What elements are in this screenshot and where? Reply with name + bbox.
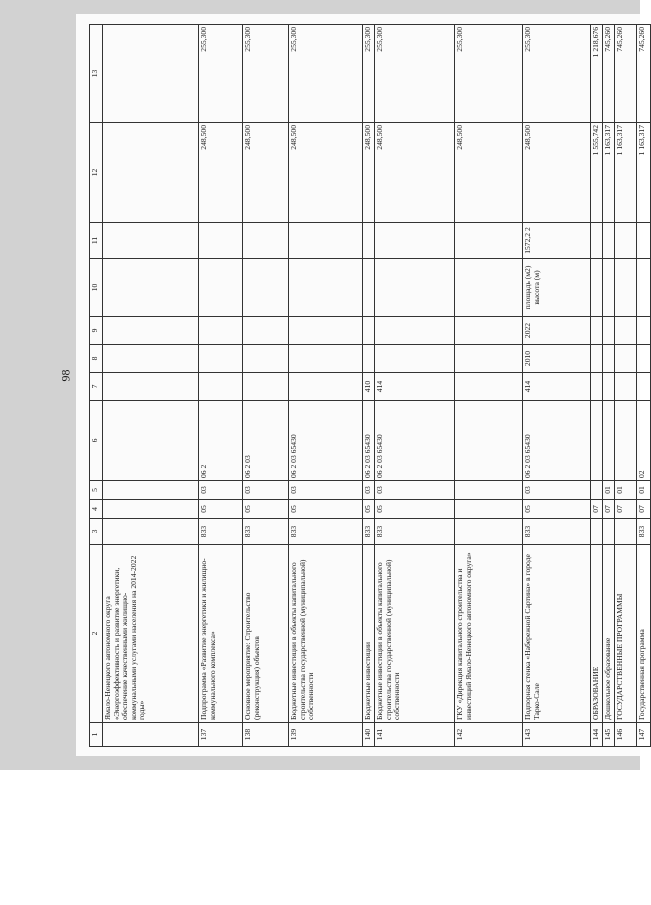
table-cell: 144 (591, 723, 603, 747)
table-cell: 137 (199, 723, 243, 747)
table-cell: ОБРАЗОВАНИЕ (591, 545, 603, 723)
table-cell (637, 373, 651, 401)
table-cell (199, 317, 243, 345)
table-cell (637, 317, 651, 345)
table-cell: 02 (637, 401, 651, 481)
table-cell: 146 (615, 723, 637, 747)
table-cell: площадь (м2) высота (м) (523, 259, 591, 317)
table-cell: 745,260 (603, 25, 615, 123)
table-cell (103, 500, 199, 519)
table-cell: 1572,2 2 (523, 223, 591, 259)
table-cell: 255,300 (375, 25, 455, 123)
table-row (615, 25, 637, 747)
table-cell: 05 (363, 500, 375, 519)
table-cell (199, 373, 243, 401)
table-cell (363, 317, 375, 345)
table-cell: 1 163,317 (637, 123, 651, 223)
table-cell (455, 500, 523, 519)
table-cell (615, 401, 637, 481)
table-cell: Ямало-Ненецкого автономного округа «Энергоэффективность и развитие энергетики, обеспечение качественными жилищно-коммунальными услугами населения на 2014-2022 годы» (103, 545, 199, 723)
table-cell (103, 259, 199, 317)
table-cell: 833 (637, 519, 651, 545)
table-cell: 255,300 (523, 25, 591, 123)
table-cell: 143 (523, 723, 591, 747)
table-cell: 833 (375, 519, 455, 545)
table-cell: 01 (603, 481, 615, 500)
table-cell: 255,300 (455, 25, 523, 123)
header-cell: 3 (90, 519, 103, 545)
table-cell (243, 317, 289, 345)
table-row (289, 25, 363, 747)
table-cell (591, 401, 603, 481)
table-cell: Дошкольное образование (603, 545, 615, 723)
table-cell: 248,500 (243, 123, 289, 223)
table-cell: 01 (637, 481, 651, 500)
table-cell: 833 (363, 519, 375, 545)
table-cell (103, 481, 199, 500)
table-cell: 06 2 03 65430 (523, 401, 591, 481)
budget-table (89, 24, 651, 747)
table-cell: 141 (375, 723, 455, 747)
header-cell: 13 (90, 25, 103, 123)
header-cell: 2 (90, 545, 103, 723)
table-cell: 05 (199, 500, 243, 519)
table-cell (603, 519, 615, 545)
table-cell (289, 345, 363, 373)
table-cell (103, 373, 199, 401)
table-cell: Подпрограмма «Развитие энергетики и жилищно-коммунального комплекса» (199, 545, 243, 723)
table-cell: 833 (523, 519, 591, 545)
header-cell: 11 (90, 223, 103, 259)
table-cell: 145 (603, 723, 615, 747)
table-cell (615, 317, 637, 345)
table-cell: 07 (603, 500, 615, 519)
table-cell (103, 123, 199, 223)
table-cell (455, 223, 523, 259)
header-cell: 4 (90, 500, 103, 519)
table-cell (591, 481, 603, 500)
table-cell: 03 (363, 481, 375, 500)
table-cell (199, 345, 243, 373)
table-cell: 142 (455, 723, 523, 747)
table-cell (455, 481, 523, 500)
table-cell: 248,500 (199, 123, 243, 223)
table-cell: 07 (615, 500, 637, 519)
table-cell: 06 2 03 65430 (363, 401, 375, 481)
table-cell: Подпорная стенка «Набережной Сартина» в городе Тарко-Сале (523, 545, 591, 723)
table-cell: 06 2 03 (243, 401, 289, 481)
table-cell: 255,300 (243, 25, 289, 123)
table-cell (199, 259, 243, 317)
table-cell (199, 223, 243, 259)
table-cell: 03 (243, 481, 289, 500)
header-cell: 12 (90, 123, 103, 223)
table-cell (103, 723, 199, 747)
header-cell: 8 (90, 345, 103, 373)
table-row (243, 25, 289, 747)
table-cell: 1 218,676 (591, 25, 603, 123)
table-cell (455, 259, 523, 317)
table-cell (591, 223, 603, 259)
table-cell: Бюджетные инвестиции (363, 545, 375, 723)
table-cell: 147 (637, 723, 651, 747)
table-row (603, 25, 615, 747)
header-cell: 10 (90, 259, 103, 317)
table-cell (103, 25, 199, 123)
table-row (363, 25, 375, 747)
table-cell: 833 (199, 519, 243, 545)
table-cell: 139 (289, 723, 363, 747)
table-row (591, 25, 603, 747)
table-cell: 745,260 (615, 25, 637, 123)
table-cell: 248,500 (523, 123, 591, 223)
table-cell: 833 (243, 519, 289, 545)
table-cell: 06 2 03 65430 (289, 401, 363, 481)
table-cell (603, 223, 615, 259)
table-cell (637, 223, 651, 259)
table-row (103, 25, 199, 747)
table-cell (591, 317, 603, 345)
table-row (199, 25, 243, 747)
header-cell: 9 (90, 317, 103, 345)
table-cell (455, 345, 523, 373)
page-number: 98 (58, 369, 73, 382)
table-cell: 138 (243, 723, 289, 747)
table-cell: 255,300 (289, 25, 363, 123)
table-row (455, 25, 523, 747)
table-cell: Бюджетные инвестиции в объекты капитального строительства государственной (муниципальной) собственности (289, 545, 363, 723)
table-cell (603, 259, 615, 317)
table-cell: ГОСУДАРСТВЕННЫЕ ПРОГРАММЫ (615, 545, 637, 723)
table-row (637, 25, 651, 747)
table-cell (591, 259, 603, 317)
table-cell (375, 345, 455, 373)
table-cell (603, 401, 615, 481)
table-cell: 06 2 (199, 401, 243, 481)
table-cell (455, 519, 523, 545)
table-cell (375, 317, 455, 345)
table-cell: Основное мероприятие: Строительство (реконструкция) объектов (243, 545, 289, 723)
table-cell: 05 (243, 500, 289, 519)
table-cell (375, 223, 455, 259)
table-cell (615, 373, 637, 401)
table-cell: 745,260 (637, 25, 651, 123)
table-cell (615, 345, 637, 373)
table-cell (603, 345, 615, 373)
header-cell: 1 (90, 723, 103, 747)
table-cell (289, 317, 363, 345)
table-cell (243, 259, 289, 317)
table-cell (455, 401, 523, 481)
table-cell: 07 (637, 500, 651, 519)
table-cell: 255,300 (199, 25, 243, 123)
table-cell: 05 (523, 500, 591, 519)
table-cell: Государственная программа (637, 545, 651, 723)
table-cell: 03 (199, 481, 243, 500)
table-cell (637, 345, 651, 373)
table-cell: 1 163,317 (603, 123, 615, 223)
table-cell (103, 345, 199, 373)
table-cell: 414 (523, 373, 591, 401)
table-cell: 2022 (523, 317, 591, 345)
table-cell: 03 (523, 481, 591, 500)
table-cell: 1 163,317 (615, 123, 637, 223)
table-cell: 414 (375, 373, 455, 401)
table-cell: 833 (289, 519, 363, 545)
table-cell (289, 223, 363, 259)
table-cell (243, 223, 289, 259)
header-cell: 5 (90, 481, 103, 500)
table-cell: 255,300 (363, 25, 375, 123)
table-cell: 03 (289, 481, 363, 500)
table-cell (375, 259, 455, 317)
table-cell (243, 373, 289, 401)
table-cell: 1 555,742 (591, 123, 603, 223)
table-cell: Бюджетные инвестиции в объекты капитального строительства государственной (муниципальной) собственности (375, 545, 455, 723)
table-cell: 2010 (523, 345, 591, 373)
table-cell (103, 317, 199, 345)
table-cell (103, 223, 199, 259)
table-cell: 05 (375, 500, 455, 519)
table-cell (289, 373, 363, 401)
table-cell (603, 373, 615, 401)
table-cell (615, 223, 637, 259)
table-cell (289, 259, 363, 317)
table-cell (363, 345, 375, 373)
table-cell: 05 (289, 500, 363, 519)
table-cell: ГКУ «Дирекция капитального строительства и инвестиций Ямало-Ненецкого автономного округа» (455, 545, 523, 723)
table-cell (603, 317, 615, 345)
table-cell: 03 (375, 481, 455, 500)
table-cell (243, 345, 289, 373)
table-cell: 07 (591, 500, 603, 519)
table-cell (363, 223, 375, 259)
table-cell: 248,500 (375, 123, 455, 223)
table-row (523, 25, 591, 747)
table-cell (591, 373, 603, 401)
table-body (90, 25, 651, 747)
table-cell (615, 259, 637, 317)
table-cell: 410 (363, 373, 375, 401)
table-cell (591, 519, 603, 545)
table-cell: 01 (615, 481, 637, 500)
header-row (90, 25, 103, 747)
header-cell: 7 (90, 373, 103, 401)
table-cell (637, 259, 651, 317)
table-cell: 248,500 (455, 123, 523, 223)
table-cell: 140 (363, 723, 375, 747)
table-cell: 248,500 (289, 123, 363, 223)
table-cell (591, 345, 603, 373)
rotated-table-wrapper (89, 25, 646, 747)
table-cell (455, 373, 523, 401)
table-cell (363, 259, 375, 317)
table-cell (455, 317, 523, 345)
table-cell: 06 2 03 65430 (375, 401, 455, 481)
table-cell: 248,500 (363, 123, 375, 223)
table-cell (615, 519, 637, 545)
table-cell (103, 401, 199, 481)
table-row (375, 25, 455, 747)
table-cell (103, 519, 199, 545)
header-cell: 6 (90, 401, 103, 481)
